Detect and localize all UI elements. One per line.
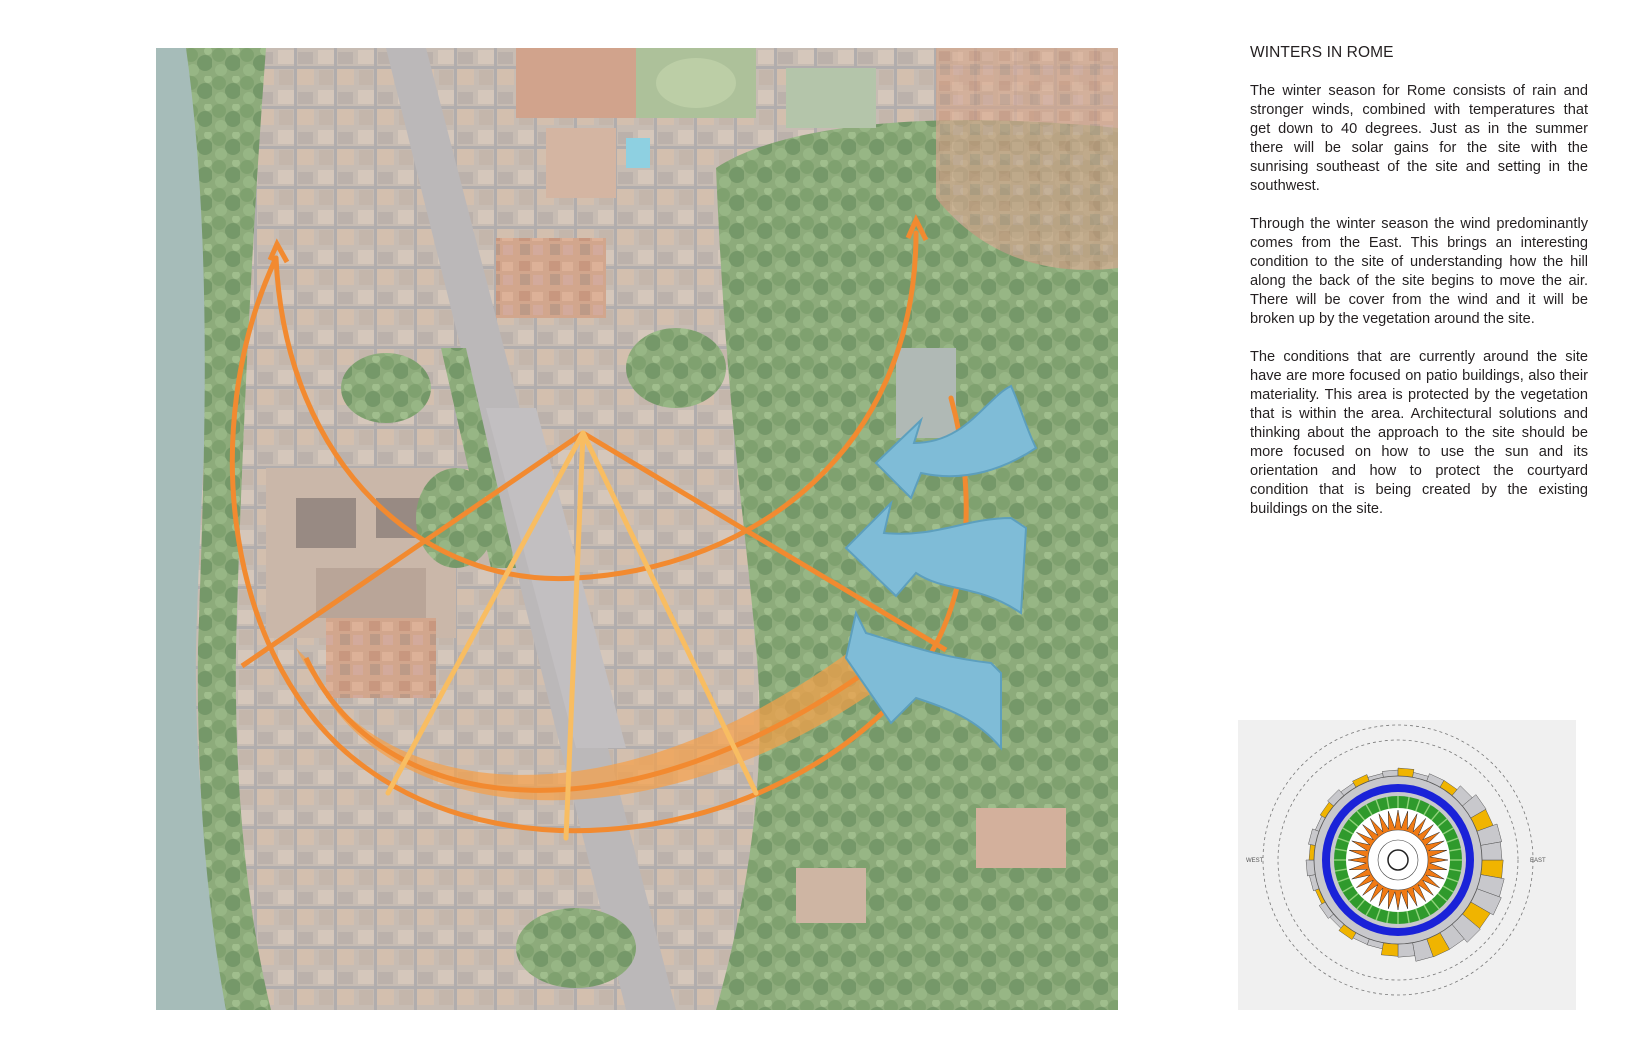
wind-rose-panel (1238, 720, 1576, 1010)
site-aerial-map (156, 48, 1118, 1010)
rose-east-label: EAST (1530, 858, 1546, 864)
paragraph-wind: Through the winter season the wind predominantly comes from the East. This brings an interesting condition to the site of understanding how the hill along the back of the site begins to move the air. There will be cover from the wind and it will be broken up by the vegetation around the site. (1250, 216, 1588, 327)
rose-west-label: WEST (1246, 858, 1264, 864)
description-column (1250, 44, 1588, 538)
rose-bar (1381, 943, 1398, 957)
wind-rose-chart (1238, 720, 1576, 1010)
paragraph-conditions: The conditions that are currently around the site have are more focused on patio buildings, also their materiality. This area is protected by the vegetation that is within the area. Architectural solutions and thinking about the approach to the site should be more focused on how to use the sun and its orientation and how to protect the courtyard condition that is being created by the existing buildings on the site. (1250, 349, 1588, 517)
paragraph-climate: The winter season for Rome consists of rain and stronger winds, combined with temperatures that get down to 40 degrees. Just as in the summer there will be solar gains for the site with the sunrising southeast of the site and setting in the southwest. (1250, 83, 1588, 194)
page-title: WINTERS IN ROME (1250, 44, 1394, 61)
rose-bar (1481, 842, 1502, 860)
rose-inner-circle (1368, 830, 1428, 890)
rose-bar (1398, 943, 1415, 958)
